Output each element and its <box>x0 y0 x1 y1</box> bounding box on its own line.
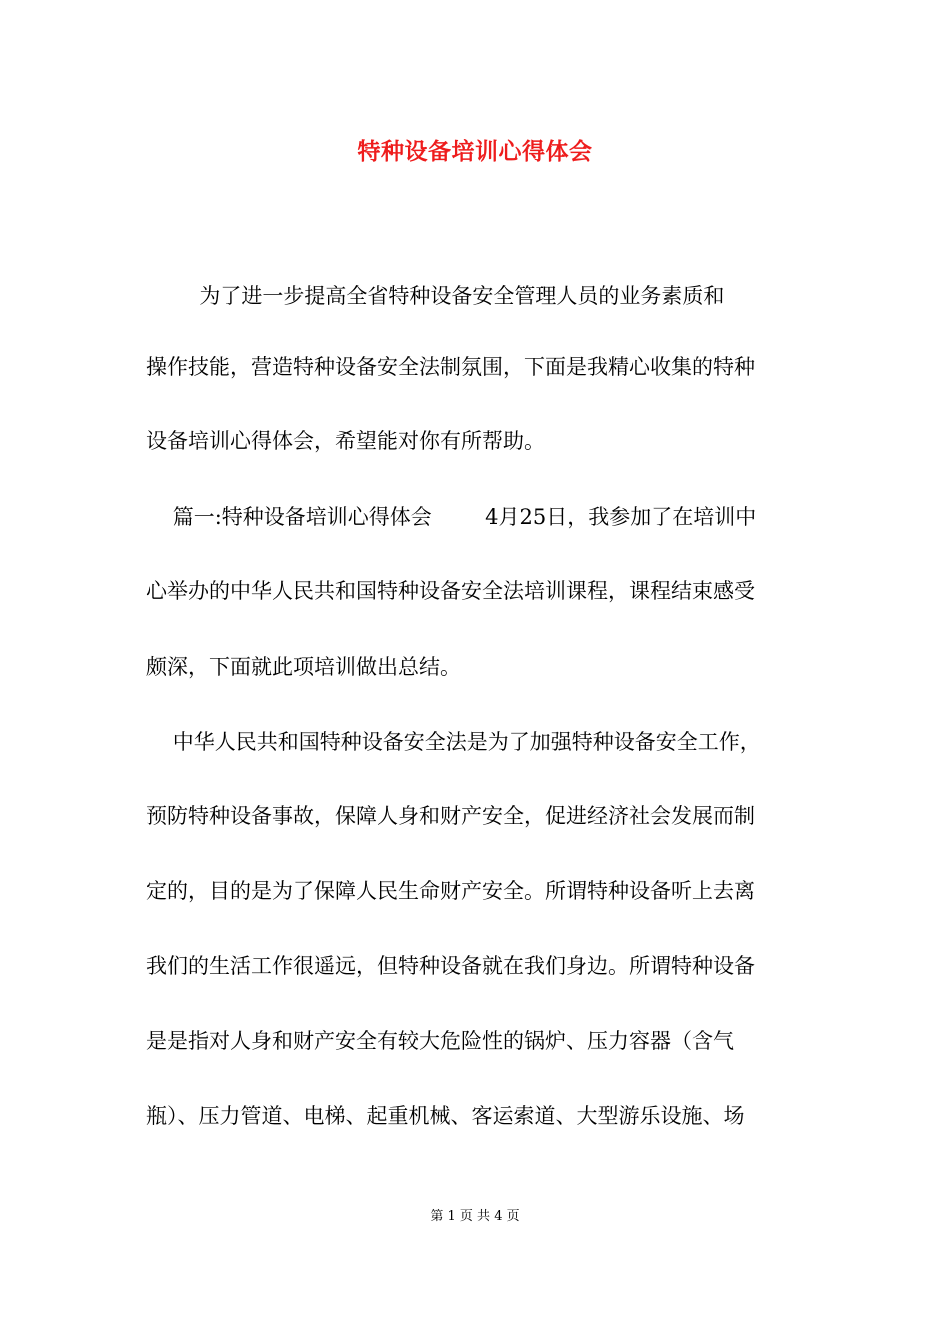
paragraph-line: 是是指对人身和财产安全有较大危险性的锅炉、压力容器（含气 <box>146 1029 734 1053</box>
paragraph-line: 操作技能，营造特种设备安全法制氛围，下面是我精心收集的特种 <box>146 355 755 379</box>
paragraph-line: 为了进一步提高全省特种设备安全管理人员的业务素质和 <box>146 284 725 308</box>
paragraph-line: 颇深，下面就此项培训做出总结。 <box>146 655 461 679</box>
paragraph-line: 心举办的中华人民共和国特种设备安全法培训课程，课程结束感受 <box>146 579 755 603</box>
paragraph-line: 定的，目的是为了保障人民生命财产安全。所谓特种设备听上去离 <box>146 879 755 903</box>
page-number: 第 1 页 共 4 页 <box>430 1209 520 1224</box>
paragraph-line: 中华人民共和国特种设备安全法是为了加强特种设备安全工作， <box>146 730 761 754</box>
paragraph-line: 瓶）、压力管道、电梯、起重机械、客运索道、大型游乐设施、场 <box>146 1104 745 1128</box>
paragraph-line: 预防特种设备事故，保障人身和财产安全，促进经济社会发展而制 <box>146 804 755 828</box>
paragraph-line: 设备培训心得体会，希望能对你有所帮助。 <box>146 429 545 453</box>
paragraph-line: 我们的生活工作很遥远，但特种设备就在我们身边。所谓特种设备 <box>146 954 755 978</box>
document-title: 特种设备培训心得体会 <box>357 138 593 165</box>
paragraph-line: 篇一:特种设备培训心得体会 4月25日，我参加了在培训中 <box>146 505 757 529</box>
